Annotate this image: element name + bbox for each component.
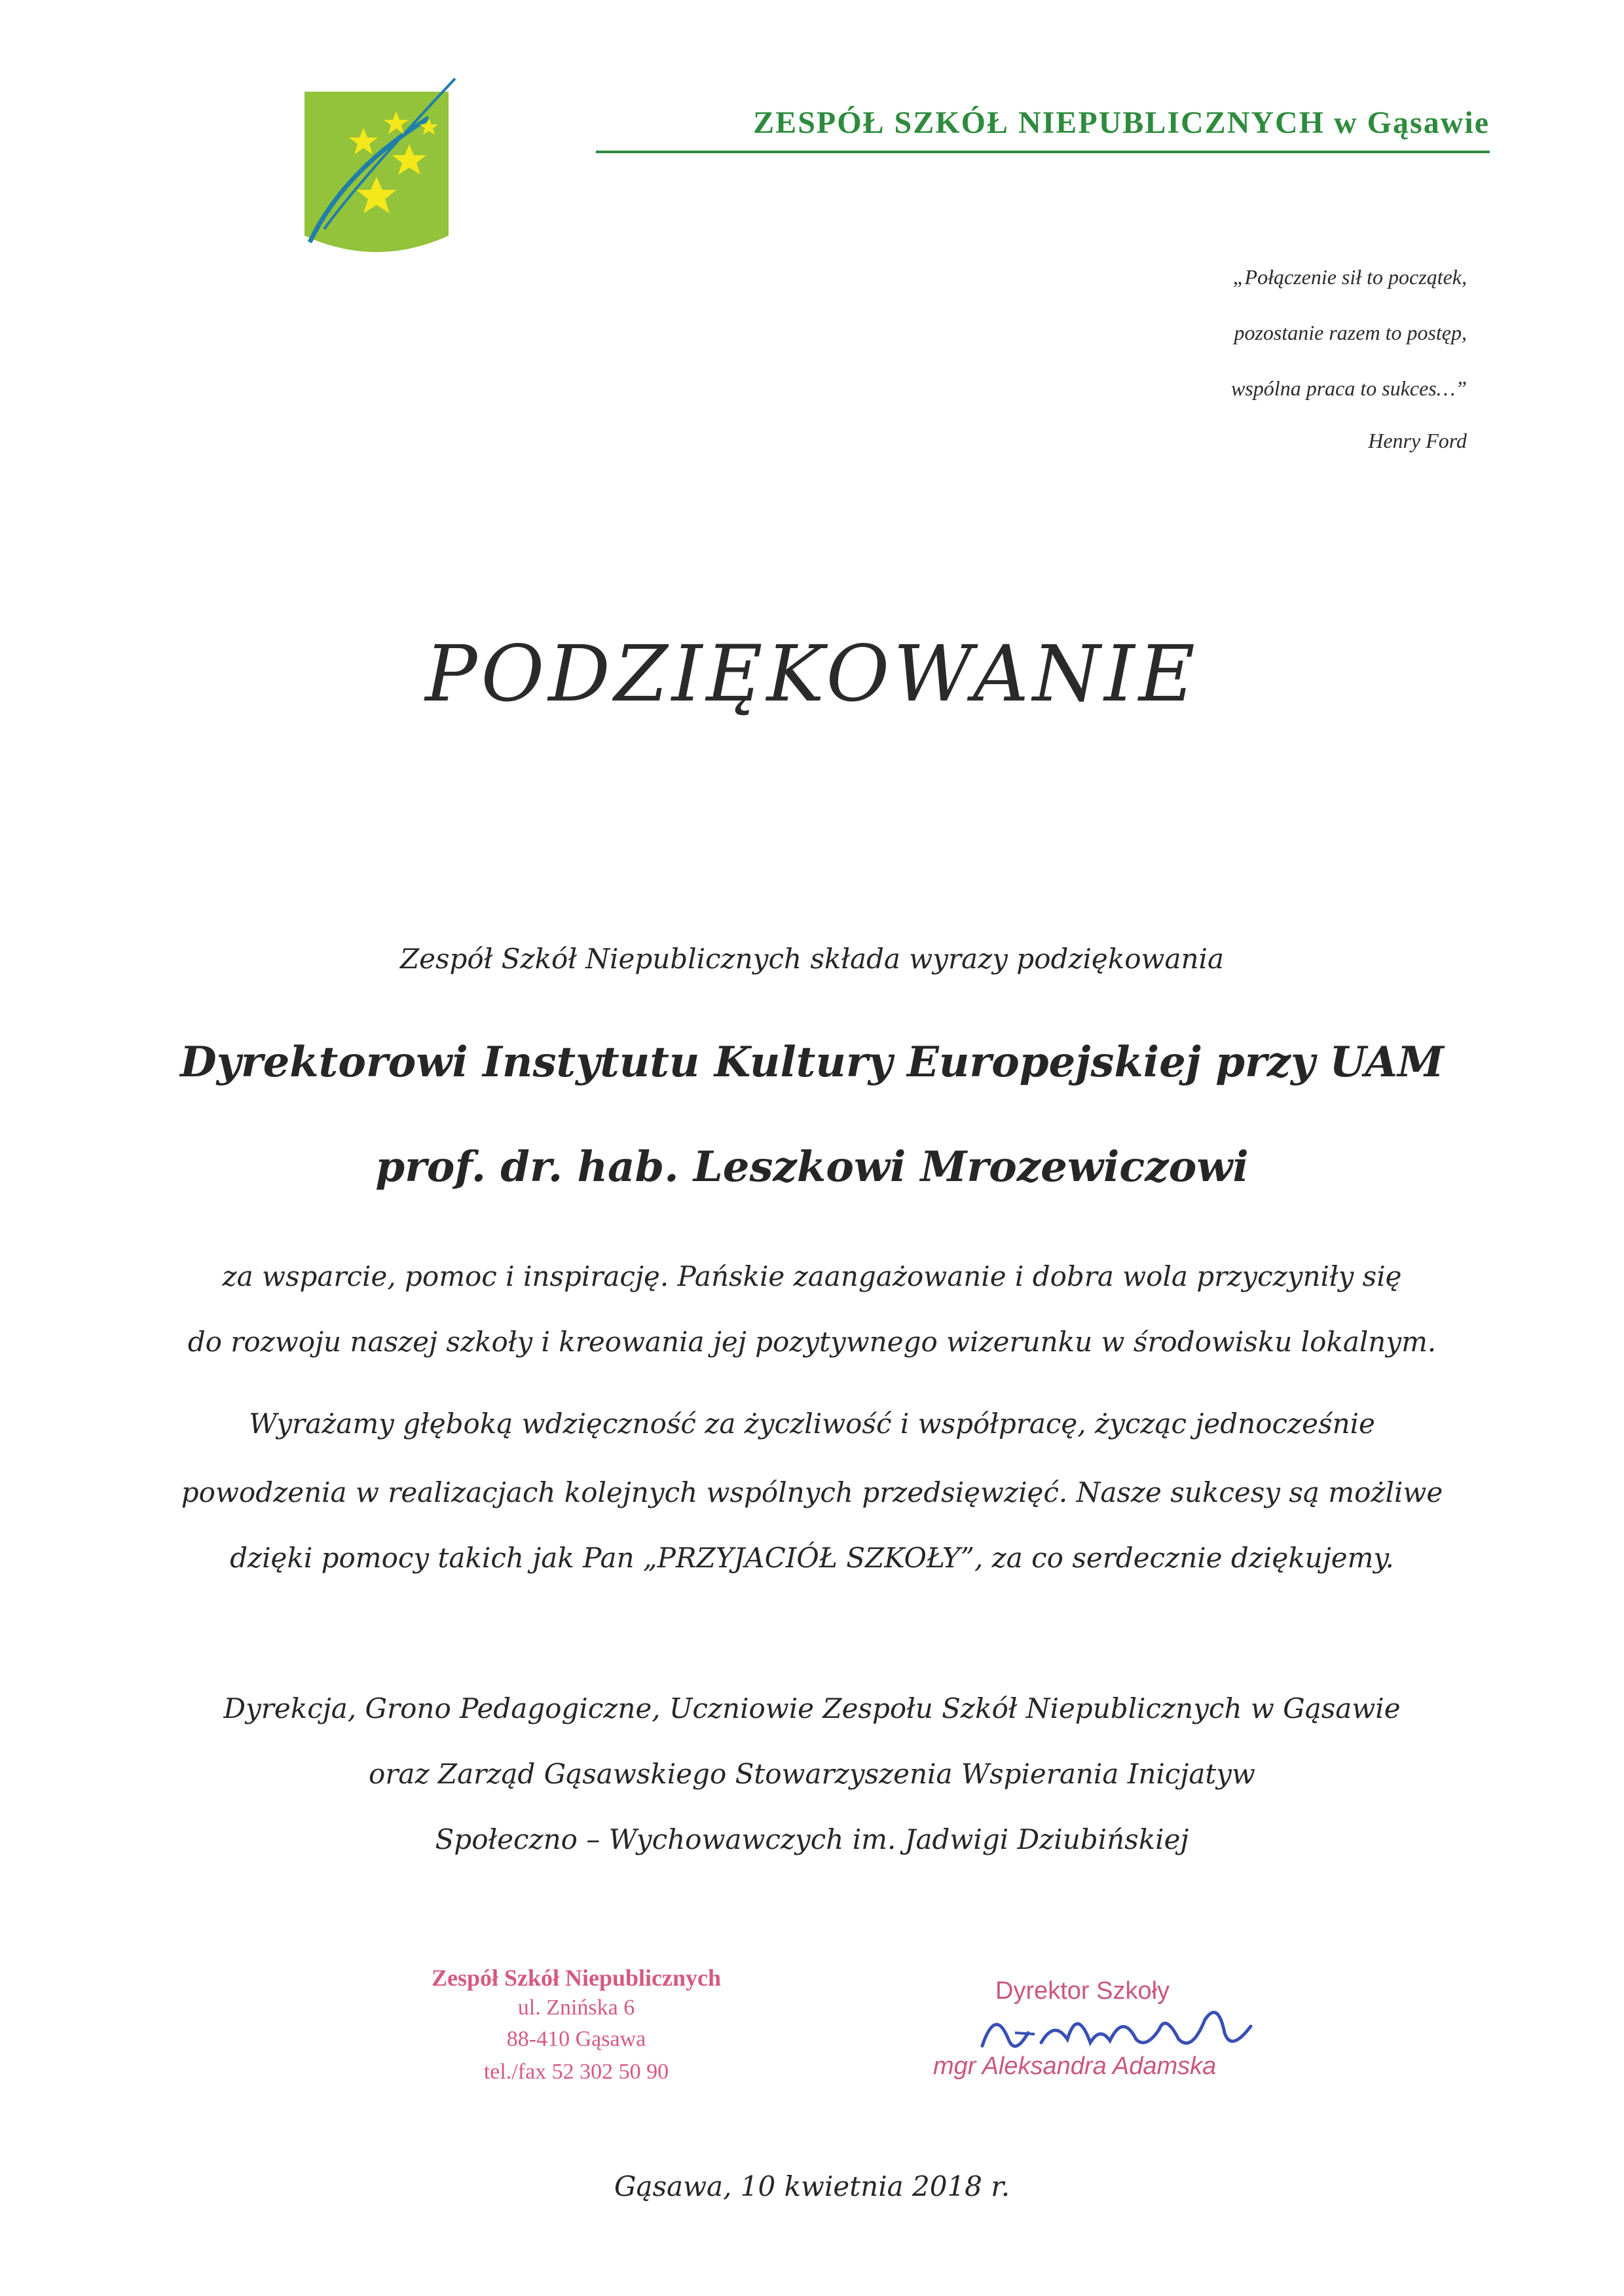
intro-line: Zespół Szkół Niepublicznych składa wyrazy podziękowania: [399, 943, 1225, 975]
body-p1-line-2: do rozwoju naszej szkoły i kreowania jej pozytywnego wizerunku w środowisku lokalnym.: [187, 1326, 1437, 1358]
quote-line-2: pozostanie razem to postęp,: [1234, 321, 1467, 344]
body-p2-line-2: powodzenia w realizacjach kolejnych wspólnych przedsięwzięć. Nasze sukcesy są możliwe: [181, 1476, 1443, 1508]
senders-line-3: Społeczno – Wychowawczych im. Jadwigi Dziubińskiej: [435, 1823, 1189, 1855]
school-stamp-street: ul. Znińska 6: [517, 1995, 635, 2020]
header-divider: [596, 151, 1490, 153]
body-p2-line-1: Wyrażamy głęboką wdzięczność za życzliwość i współpracę, życząc jednocześnie: [249, 1408, 1375, 1440]
director-stamp-name: mgr Aleksandra Adamska: [933, 2052, 1217, 2080]
school-stamp-phone: tel./fax 52 302 50 90: [483, 2060, 669, 2084]
recipient-line-2: prof. dr. hab. Leszkowi Mrozewiczowi: [375, 1142, 1249, 1192]
director-stamp-role: Dyrektor Szkoły: [995, 1977, 1170, 2005]
quote-line-1: „Połączenie sił to początek,: [1232, 265, 1467, 289]
document-title: PODZIĘKOWANIE: [425, 629, 1199, 719]
quote-line-3: wspólna praca to sukces…”: [1231, 376, 1467, 400]
place-date: Gąsawa, 10 kwietnia 2018 r.: [614, 2170, 1010, 2202]
recipient-line-1: Dyrektorowi Instytutu Kultury Europejskiej przy UAM: [180, 1038, 1444, 1087]
school-name-header: ZESPÓŁ SZKÓŁ NIEPUBLICZNYCH w Gąsawie: [753, 105, 1490, 140]
school-stamp-postal: 88-410 Gąsawa: [506, 2027, 646, 2051]
school-stamp-name: Zespół Szkół Niepublicznych: [431, 1965, 722, 1991]
body-p2-line-3: dzięki pomocy takich jak Pan „PRZYJACIÓŁ SZKOŁY”, za co serdecznie dziękujemy.: [230, 1542, 1394, 1574]
quote-author: Henry Ford: [1368, 429, 1467, 452]
school-crest-icon: [298, 72, 468, 268]
body-p1-line-1: za wsparcie, pomoc i inspirację. Pańskie zaangażowanie i dobra wola przyczyniły się: [222, 1260, 1402, 1292]
senders-line-1: Dyrekcja, Grono Pedagogiczne, Uczniowie Zespołu Szkół Niepublicznych w Gąsawie: [223, 1692, 1401, 1724]
senders-line-2: oraz Zarząd Gąsawskiego Stowarzyszenia Wspierania Inicjatyw: [369, 1758, 1255, 1790]
